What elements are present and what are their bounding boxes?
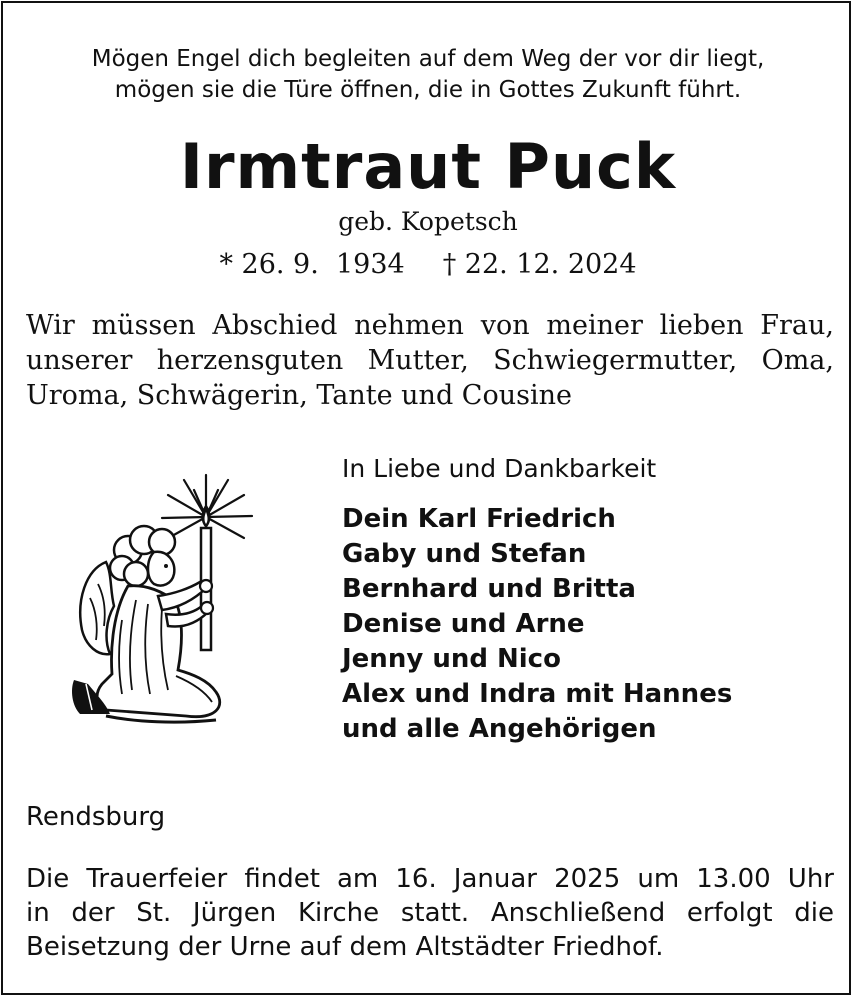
- kneeling-angel-icon: [66, 470, 266, 740]
- opening-verse: [0, 44, 856, 106]
- verse-line-2: mögen sie die Türe öffnen, die in Gottes Zukunft führt.: [114, 77, 742, 103]
- mourner-name: und alle Angehörigen: [342, 714, 657, 744]
- verse-line-1: Mögen Engel dich begleiten auf dem Weg der vor dir liegt,: [91, 46, 765, 72]
- mourner-name: Denise und Arne: [342, 609, 585, 639]
- place-name: Rendsburg: [26, 802, 166, 832]
- mourner-name: Jenny und Nico: [342, 644, 561, 674]
- deceased-name: Irmtraut Puck: [179, 130, 677, 203]
- farewell-text: [26, 308, 834, 413]
- maiden-name: geb. Kopetsch: [338, 207, 518, 236]
- mourner-name: Bernhard und Britta: [342, 574, 636, 604]
- birth-date: * 26. 9. 1934: [219, 249, 405, 280]
- farewell-line-1: Wir müssen Abschied nehmen von meiner lieben Frau,: [26, 310, 834, 341]
- life-dates: [0, 249, 856, 280]
- mourners-list: [342, 502, 732, 747]
- funeral-service-info: [26, 862, 834, 964]
- mourner-name: Gaby und Stefan: [342, 539, 587, 569]
- mourner-name: Alex und Indra mit Hannes: [342, 679, 733, 709]
- farewell-line-3: Uroma, Schwägerin, Tante und Cousine: [26, 380, 572, 411]
- mourners-heading: In Liebe und Dankbarkeit: [342, 454, 657, 483]
- service-line-3: Beisetzung der Urne auf dem Altstädter Friedhof.: [26, 932, 664, 962]
- service-line-1: Die Trauerfeier findet am 16. Januar 2025 um 13.00 Uhr: [26, 864, 834, 894]
- mourner-name: Dein Karl Friedrich: [342, 504, 616, 534]
- service-line-2: in der St. Jürgen Kirche statt. Anschließend erfolgt die: [26, 898, 834, 928]
- farewell-line-2: unserer herzensguten Mutter, Schwiegermutter, Oma,: [26, 345, 834, 376]
- death-date: † 22. 12. 2024: [442, 249, 637, 280]
